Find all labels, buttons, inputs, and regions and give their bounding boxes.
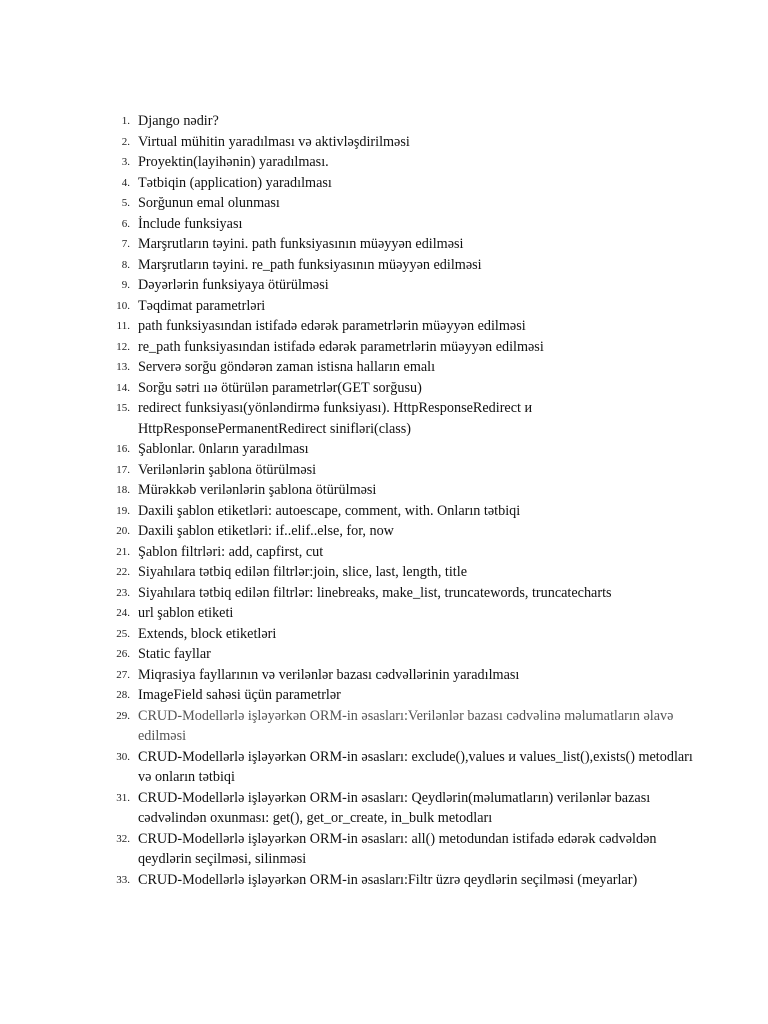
list-item-text: ImageField sahəsi üçün parametrlər	[138, 687, 341, 703]
list-item-number: 8.	[121, 258, 130, 271]
topic-list	[100, 111, 700, 890]
list-item	[100, 296, 700, 317]
list-item	[100, 583, 700, 604]
list-item-number: 32.	[116, 832, 130, 845]
list-item-number: 29.	[116, 709, 130, 722]
list-item-number: 23.	[116, 586, 130, 599]
list-item	[100, 542, 700, 563]
list-item-number: 21.	[116, 545, 130, 558]
list-item-number: 25.	[116, 627, 130, 640]
list-item	[100, 747, 700, 788]
list-item-text: Marşrutların təyini. re_path funksiyasının müəyyən edilməsi	[138, 256, 482, 273]
list-item	[100, 829, 700, 870]
list-item	[100, 214, 700, 235]
list-item-text: Miqrasiya fayllarının və verilənlər bazası cədvəllərinin yaradılması	[138, 666, 520, 683]
list-item-number: 16.	[116, 443, 130, 455]
list-item	[100, 173, 700, 194]
list-item-text: İnclude funksiyası	[138, 215, 243, 232]
list-item-text: Şablonlar. 0nların yaradılması	[138, 441, 309, 457]
list-item-text: Daxili şablon etiketləri: autoescape, comment, with. Onların tətbiqi	[138, 502, 521, 519]
list-item-text: Proyektin(layihənin) yaradılması.	[138, 154, 329, 170]
list-item	[100, 480, 700, 501]
list-item-number: 15.	[116, 402, 130, 414]
list-item	[100, 644, 700, 665]
list-item-text: CRUD-Modellərlə işləyərkən ORM-in əsasları: all() metodundan istifadə edərək cədvəldən qeydlərin seçilməsi, silinməsi	[138, 830, 657, 867]
list-item-number: 27.	[116, 668, 130, 681]
list-item-number: 4.	[121, 176, 130, 189]
list-item-number: 14.	[116, 381, 130, 394]
list-item-text: Mürəkkəb verilənlərin şablona ötürülməsi	[138, 482, 377, 498]
list-item	[100, 624, 700, 645]
list-item	[100, 337, 700, 358]
list-item	[100, 603, 700, 624]
list-item-number: 22.	[116, 566, 130, 578]
list-item-number: 6.	[121, 217, 130, 230]
list-item	[100, 460, 700, 481]
list-item-number: 33.	[116, 873, 130, 886]
list-item-number: 12.	[116, 340, 130, 353]
list-item	[100, 398, 700, 439]
list-item	[100, 870, 700, 891]
list-item	[100, 562, 700, 583]
list-item	[100, 357, 700, 378]
list-item-text: CRUD-Modellərlə işləyərkən ORM-in əsasları:Filtr üzrə qeydlərin seçilməsi (meyarlar)	[138, 871, 638, 888]
list-item-text: path funksiyasından istifadə edərək parametrlərin müəyyən edilməsi	[138, 318, 526, 334]
list-item	[100, 111, 700, 132]
list-item-text: Daxili şablon etiketləri: if..elif..else, for, now	[138, 523, 394, 539]
list-item-number: 30.	[116, 750, 130, 763]
list-item-text: Sorğu sətri ııə ötürülən parametrlər(GET sorğusu)	[138, 379, 422, 396]
list-item-number: 3.	[121, 156, 130, 168]
list-item	[100, 521, 700, 542]
list-item-number: 11.	[116, 320, 130, 332]
list-item-number: 31.	[116, 791, 130, 804]
list-item-number: 17.	[116, 463, 130, 476]
list-item	[100, 665, 700, 686]
list-item-text: redirect funksiyası(yönləndirmə funksiyası). HttpResponseRedirect и HttpResponsePermanentRedirect sinifləri(class)	[138, 400, 533, 437]
list-item-text: Extends, block etiketləri	[138, 625, 277, 642]
list-item-text: Marşrutların təyini. path funksiyasının müəyyən edilməsi	[138, 236, 464, 252]
list-item-number: 5.	[121, 197, 130, 209]
list-item	[100, 132, 700, 153]
list-item-text: Siyahılara tətbiq edilən filtrlər:join, slice, last, length, title	[138, 564, 467, 580]
list-item	[100, 234, 700, 255]
list-item-text: CRUD-Modellərlə işləyərkən ORM-in əsasları:Verilənlər bazası cədvəlinə məlumatların əlavə edilməsi	[138, 707, 674, 744]
list-item-text: Təqdimat parametrləri	[138, 297, 266, 314]
list-item	[100, 378, 700, 399]
list-item-number: 18.	[116, 484, 130, 496]
list-item-number: 9.	[121, 279, 130, 291]
list-item	[100, 193, 700, 214]
list-item	[100, 439, 700, 460]
list-item-text: Sorğunun emal olunması	[138, 195, 280, 211]
list-item	[100, 706, 700, 747]
list-item-text: Siyahılara tətbiq edilən filtrlər: linebreaks, make_list, truncatewords, truncatecharts	[138, 584, 612, 601]
list-item	[100, 275, 700, 296]
list-item-text: re_path funksiyasından istifadə edərək parametrlərin müəyyən edilməsi	[138, 338, 544, 355]
list-item-number: 26.	[116, 648, 130, 660]
list-item-text: Verilənlərin şablona ötürülməsi	[138, 461, 317, 478]
list-item-text: CRUD-Modellərlə işləyərkən ORM-in əsasları: Qeydlərin(məlumatların) verilənlər bazası cədvəlindən oxunması: get(), get_or_create, in_bulk metodları	[138, 789, 651, 826]
list-item-text: Static fayllar	[138, 646, 211, 662]
list-item-number: 19.	[116, 504, 130, 517]
list-item-number: 1.	[121, 115, 130, 127]
list-item	[100, 501, 700, 522]
list-item	[100, 316, 700, 337]
list-item-number: 28.	[116, 689, 130, 701]
list-item-text: Serverə sorğu göndərən zaman istisna halların emalı	[138, 359, 436, 375]
list-item	[100, 685, 700, 706]
list-item-number: 7.	[121, 238, 130, 250]
list-item-text: Tətbiqin (application) yaradılması	[138, 174, 332, 191]
list-item	[100, 152, 700, 173]
list-item-text: Şablon filtrləri: add, capfirst, cut	[138, 543, 324, 560]
list-item-text: Virtual mühitin yaradılması və aktivləşdirilməsi	[138, 133, 410, 150]
list-item-text: url şablon etiketi	[138, 605, 234, 621]
list-item-text: Django nədir?	[138, 113, 219, 129]
list-item-text: CRUD-Modellərlə işləyərkən ORM-in əsasları: exclude(),values и values_list(),exists() metodları və onların tətbiqi	[138, 748, 693, 785]
list-item	[100, 788, 700, 829]
list-item-number: 10.	[116, 299, 130, 312]
list-item-number: 24.	[116, 607, 130, 619]
list-item	[100, 255, 700, 276]
list-item-number: 2.	[121, 135, 130, 148]
list-item-number: 20.	[116, 525, 130, 537]
list-item-text: Dəyərlərin funksiyaya ötürülməsi	[138, 277, 329, 293]
list-item-number: 13.	[116, 361, 130, 373]
